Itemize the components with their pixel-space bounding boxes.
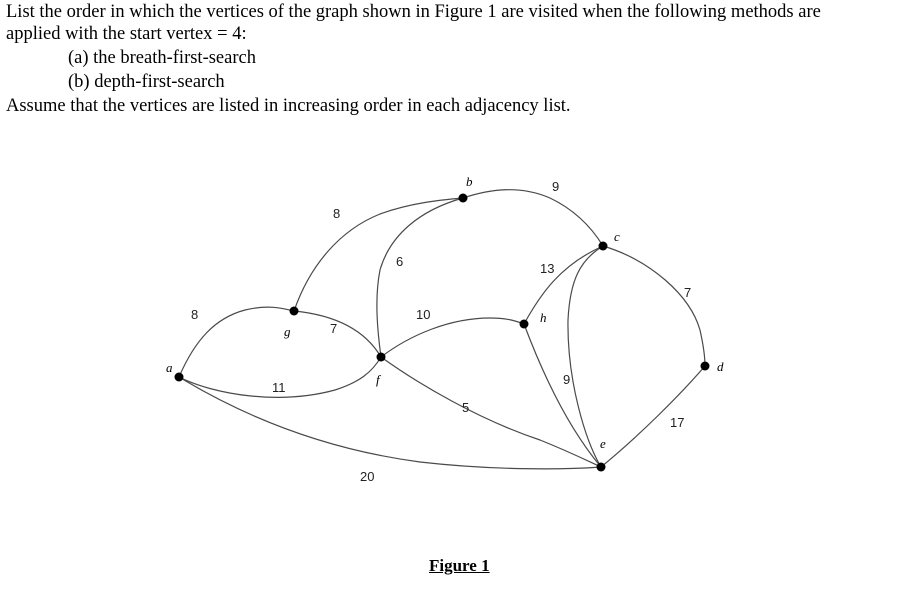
weight-label-f-e: 5	[462, 400, 470, 415]
vertex-g	[290, 307, 299, 316]
edge-g-f	[294, 311, 381, 357]
edge-d-e	[601, 366, 705, 467]
weight-label-a-f: 11	[272, 380, 286, 395]
weight-label-f-h: 10	[416, 307, 431, 322]
vertex-label-g: g	[284, 324, 291, 339]
vertex-label-a: a	[166, 360, 173, 375]
weight-label-a-e: 20	[360, 469, 375, 484]
question-item-b: (b) depth-first-search	[68, 72, 225, 92]
weight-label-d-e: 17	[670, 415, 685, 430]
question-line-1: List the order in which the vertices of the graph shown in Figure 1 are visited when the following methods are	[6, 2, 821, 22]
weight-label-h-e: 9	[563, 372, 571, 387]
weight-label-g-f: 7	[330, 321, 338, 336]
weight-label-h-c: 13	[540, 261, 555, 276]
edge-h-c	[524, 246, 603, 324]
vertex-label-d: d	[717, 359, 724, 374]
question-line-5: Assume that the vertices are listed in increasing order in each adjacency list.	[6, 96, 571, 116]
edge-h-e	[524, 324, 601, 467]
edge-g-b	[294, 198, 463, 311]
vertex-a	[175, 373, 184, 382]
vertex-h	[520, 320, 529, 329]
vertex-label-h: h	[540, 310, 547, 325]
vertex-label-b: b	[466, 174, 473, 189]
vertex-f	[377, 353, 386, 362]
vertex-e	[597, 463, 606, 472]
edge-b-f	[377, 198, 463, 357]
edge-b-c	[463, 190, 603, 246]
weight-label-g-b: 8	[333, 206, 341, 221]
weight-label-b-f: 6	[396, 254, 404, 269]
weight-label-a-g: 8	[191, 307, 199, 322]
vertex-label-f: f	[376, 372, 380, 387]
vertex-b	[459, 194, 468, 203]
question-line-2: applied with the start vertex = 4:	[6, 24, 247, 44]
edge-a-e	[179, 377, 601, 469]
edge-f-h	[381, 318, 524, 357]
vertex-d	[701, 362, 710, 371]
vertex-c	[599, 242, 608, 251]
vertex-label-c: c	[614, 229, 620, 244]
edge-c-d	[603, 246, 705, 366]
weight-label-b-c: 9	[552, 179, 560, 194]
question-item-a: (a) the breath-first-search	[68, 48, 256, 68]
weight-label-c-d: 7	[684, 285, 692, 300]
edge-c-e	[568, 246, 603, 467]
vertex-label-e: e	[600, 436, 606, 451]
figure-caption: Figure 1	[429, 556, 490, 575]
